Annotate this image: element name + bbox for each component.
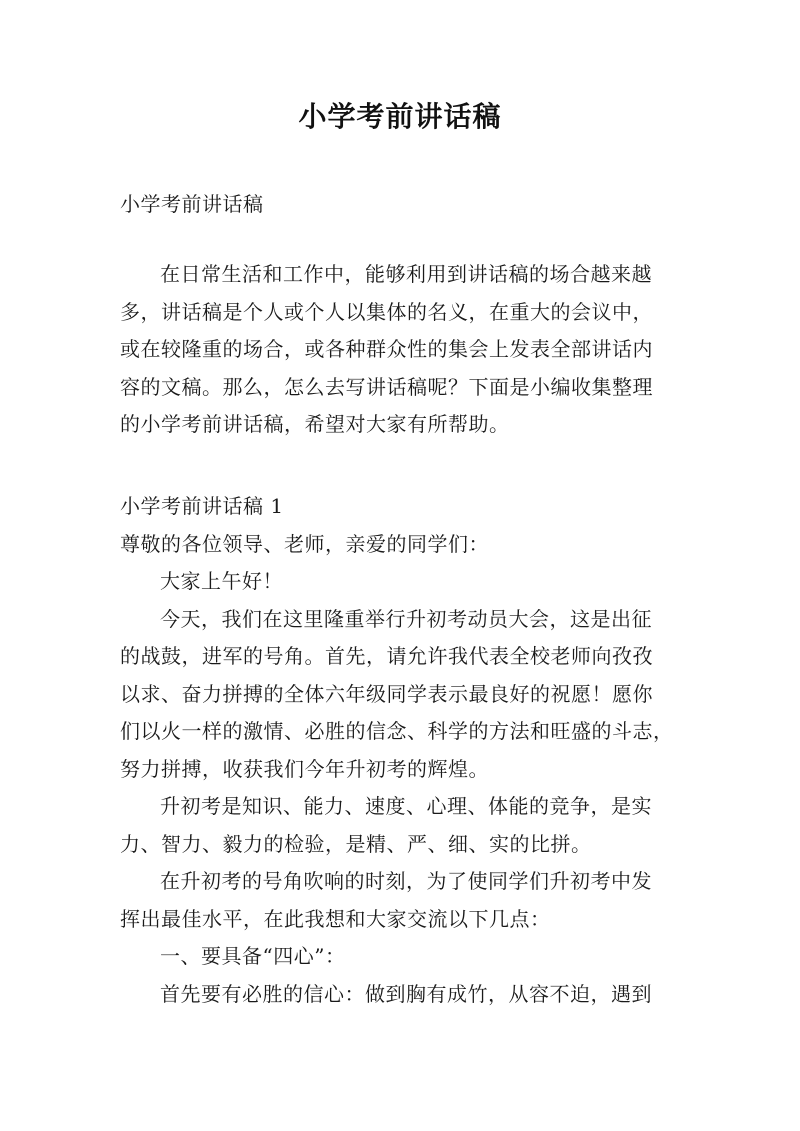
section-heading: 小学考前讲话稿 1 — [120, 494, 284, 518]
intro-line: 在日常生活和工作中，能够利用到讲话稿的场合越来越 — [160, 262, 652, 286]
document-title: 小学考前讲话稿 — [298, 100, 502, 133]
intro-line: 或在较隆重的场合，或各种群众性的集会上发表全部讲话内 — [120, 337, 653, 361]
paragraph-line: 升初考是知识、能力、速度、心理、体能的竞争，是实 — [160, 794, 652, 818]
intro-paragraph — [120, 256, 686, 444]
paragraph-line: 力、智力、毅力的检验，是精、严、细、实的比拼。 — [120, 831, 592, 856]
intro-line: 多，讲话稿是个人或个人以集体的名义，在重大的会议中， — [120, 299, 653, 324]
paragraph-line: 努力拼搏，收获我们今年升初考的辉煌。 — [120, 756, 489, 781]
intro-line: 容的文稿。那么，怎么去写讲话稿呢？下面是小编收集整理 — [120, 374, 653, 399]
document-subtitle: 小学考前讲话稿 — [120, 192, 264, 216]
salutation: 尊敬的各位领导、老师，亲爱的同学们： — [120, 531, 489, 556]
paragraph-line: 今天，我们在这里隆重举行升初考动员大会，这是出征 — [160, 606, 652, 631]
paragraph-line: 以求、奋力拼搏的全体六年级同学表示最良好的祝愿！愿你 — [120, 681, 653, 706]
paragraph-line: 挥出最佳水平，在此我想和大家交流以下几点： — [120, 906, 551, 931]
paragraph-line: 们以火一样的激情、必胜的信念、科学的方法和旺盛的斗志， — [120, 719, 674, 743]
speech-section-1 — [120, 488, 686, 1013]
point-heading: 一、要具备“四心”： — [160, 944, 346, 968]
paragraph-line: 的战鼓，进军的号角。首先，请允许我代表全校老师向孜孜 — [120, 644, 653, 668]
paragraph-line: 首先要有必胜的信心：做到胸有成竹，从容不迫，遇到 — [160, 981, 652, 1006]
intro-line: 的小学考前讲话稿，希望对大家有所帮助。 — [120, 412, 510, 436]
greeting: 大家上午好！ — [160, 569, 283, 593]
paragraph-line: 在升初考的号角吹响的时刻，为了使同学们升初考中发 — [160, 869, 652, 893]
